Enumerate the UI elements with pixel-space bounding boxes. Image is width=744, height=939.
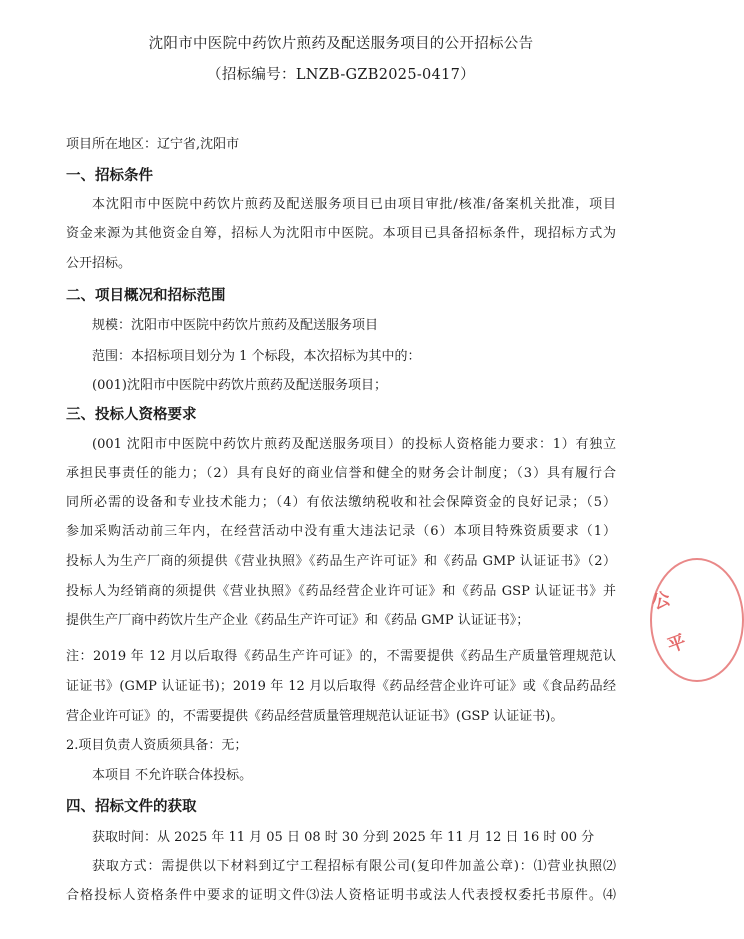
paragraph-line: 提供生产厂商中药饮片生产企业《药品生产许可证》和《药品 GMP 认证证书》； — [66, 613, 530, 628]
bid-number: （招标编号：LNZB-GZB2025-0417） — [207, 67, 475, 83]
paragraph-line: 投标人为生产厂商的须提供《营业执照》《药品生产许可证》和《药品 GMP 认证证书》（2） — [66, 554, 616, 569]
paragraph-line: 获取方式：需提供以下材料到辽宁工程招标有限公司(复印件加盖公章)：⑴营业执照⑵ — [92, 859, 616, 874]
paragraph-line: 公开招标。 — [66, 256, 132, 271]
paragraph-line: 参加采购活动前三年内，在经营活动中没有重大违法记录（6）本项目特殊资质要求（1） — [66, 524, 616, 539]
section-heading-3: 三、投标人资格要求 — [66, 407, 197, 423]
paragraph-line: 范围：本招标项目划分为 1 个标段，本次招标为其中的： — [92, 349, 421, 364]
paragraph-line: 注：2019 年 12 月以后取得《药品生产许可证》的，不需要提供《药品生产质量管理规范认 — [66, 649, 616, 664]
project-location: 项目所在地区：辽宁省,沈阳市 — [66, 137, 240, 152]
paragraph-line: 投标人为经销商的须提供《营业执照》《药品经营企业许可证》和《药品 GSP 认证证书》并 — [66, 584, 616, 599]
paragraph-line: 营企业许可证》的，不需要提供《药品经营质量管理规范认证证书》(GSP 认证证书)。 — [66, 709, 564, 724]
paragraph-line: 本项目 不允许联合体投标。 — [92, 768, 253, 783]
document-title: 沈阳市中医院中药饮片煎药及配送服务项目的公开招标公告 — [148, 36, 534, 52]
paragraph-line: 同所必需的设备和专业技术能力；（4）有依法缴纳税收和社会保障资金的良好记录；（5） — [66, 495, 616, 510]
official-seal-text: 公 平 — [649, 587, 689, 658]
paragraph-line: (001 沈阳市中医院中药饮片煎药及配送服务项目）的投标人资格能力要求：1）有独立 — [92, 437, 616, 452]
paragraph-line: 合格投标人资格条件中要求的证明文件⑶法人资格证明书或法人代表授权委托书原件。⑷ — [66, 888, 616, 903]
section-heading-4: 四、招标文件的获取 — [66, 799, 197, 815]
paragraph-line: 承担民事责任的能力；（2）具有良好的商业信誉和健全的财务会计制度；（3）具有履行合 — [66, 466, 616, 481]
paragraph-line: 本沈阳市中医院中药饮片煎药及配送服务项目已由项目审批/核准/备案机关批准，项目 — [92, 197, 616, 212]
section-heading-1: 一、招标条件 — [66, 168, 153, 184]
paragraph-line: 规模：沈阳市中医院中药饮片煎药及配送服务项目 — [92, 318, 379, 333]
paragraph-line: 2.项目负责人资质须具备：无； — [66, 738, 248, 753]
section-heading-2: 二、项目概况和招标范围 — [66, 288, 226, 304]
paragraph-line: (001)沈阳市中医院中药饮片煎药及配送服务项目； — [92, 378, 387, 393]
paragraph-line: 证证书》(GMP 认证证书)；2019 年 12 月以后取得《药品经营企业许可证》或《食品药品经 — [66, 679, 616, 694]
paragraph-line: 资金来源为其他资金自筹，招标人为沈阳市中医院。本项目已具备招标条件，现招标方式为 — [66, 226, 616, 241]
paragraph-line: 获取时间：从 2025 年 11 月 05 日 08 时 30 分到 2025 年 11 月 12 日 16 时 00 分 — [92, 830, 595, 845]
